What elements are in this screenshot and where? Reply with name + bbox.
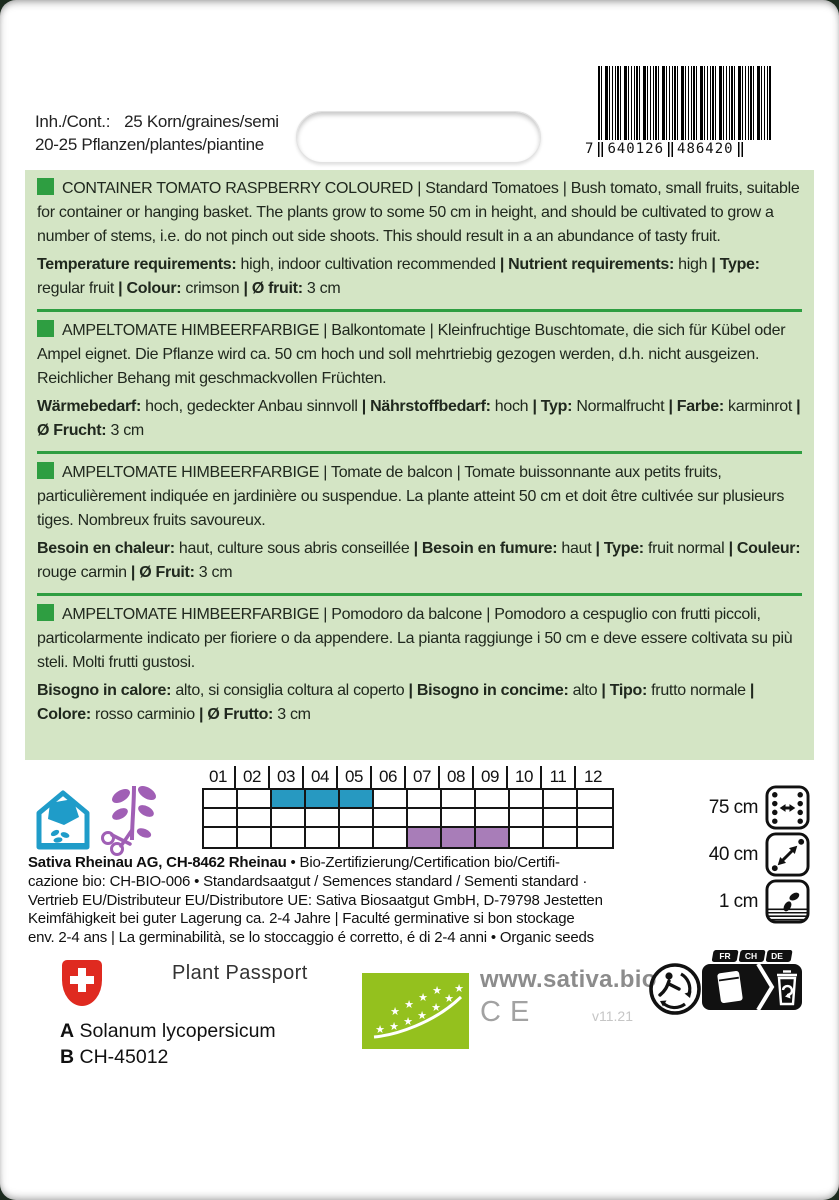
block-intro: AMPELTOMATE HIMBEERFARBIGE | Balkontomate | Kleinfruchtige Buschtomate, die sich für Kübel oder Ampel eignet. Die Pflanze wird ca. 50 cm hoch und soll mehrtriebig gezogen werden, d.h. nicht ausgeizen. Reichlicher Behang mit geschmackvollen Früchten. [37,322,786,387]
calendar-cell-harvest-m12 [578,828,612,847]
calendar-cell-sowing-under-glass-m07 [408,790,442,809]
contents-seeds: 25 Korn/graines/semi [124,112,279,131]
version-code: v11.21 [592,1008,633,1024]
calendar-month-12: 12 [584,767,602,786]
svg-text:★: ★ [432,984,442,997]
eu-leaf-stars-icon [362,973,469,1049]
sowing-calendar [202,766,614,849]
calendar-cell-harvest-m04 [306,828,340,847]
calendar-cell-harvest-m08 [442,828,476,847]
calendar-cell-empty-m11 [544,809,578,828]
calendar-cell-harvest-m05 [340,828,374,847]
company-line-4: Keimfähigkeit bei guter Lagerung ca. 2-4 Jahre | Faculté germinative si bon stockage [28,910,575,928]
calendar-cell-empty-m12 [578,809,612,828]
info-block-it [35,596,804,735]
calendar-cell-harvest-m10 [510,828,544,847]
svg-text:★: ★ [417,1009,427,1022]
plant-passport-title: Plant Passport [172,962,308,984]
row-spacing-label: 75 cm [708,796,758,818]
sowing-depth-label: 1 cm [718,890,758,912]
calendar-cell-sowing-under-glass-m12 [578,790,612,809]
ean-barcode [585,66,777,157]
company-line-2: cazione bio: CH-BIO-006 • Standardsaatgut / Semences standard / Sementi standard · [28,872,588,890]
company-line-1: Sativa Rheinau AG, CH-8462 Rheinau • Bio-Zertifizierung/Certification bio/Certifi- [28,854,560,871]
barcode-right-group: 486420 [677,141,734,157]
calendar-month-04: 04 [304,766,338,788]
passport-b-value: CH-45012 [79,1046,169,1068]
calendar-cell-sowing-under-glass-m06 [374,790,408,809]
calendar-cell-harvest-m09 [476,828,510,847]
svg-text:CH: CH [744,951,758,961]
block-specs: Temperature requirements: high, indoor cultivation recommended | Nutrient requirements: high | Type: regular fruit | Colour: crimson | Ø fruit: 3 cm [37,256,760,297]
calendar-cell-sowing-under-glass-m01 [204,790,238,809]
calendar-cell-sowing-under-glass-m09 [476,790,510,809]
calendar-month-03: 03 [270,766,304,788]
calendar-cell-empty-m03 [272,809,306,828]
calendar-month-02: 02 [236,766,270,788]
passport-a-value: Solanum lycopersicum [79,1020,276,1042]
calendar-cell-sowing-under-glass-m10 [510,790,544,809]
calendar-cell-harvest-m03 [272,828,306,847]
info-block-fr [35,454,804,593]
hang-slot-cutout [296,111,541,163]
green-square-bullet-icon [37,604,54,621]
swiss-shield-icon [62,960,102,1006]
calendar-month-09: 09 [474,766,508,788]
triman-recycle-icon [648,962,702,1016]
contents-line-plants: 20-25 Pflanzen/plantes/piantine [35,135,264,154]
ce-mark: CE [480,996,539,1028]
description-panel [25,170,814,760]
svg-text:★: ★ [431,1001,441,1014]
svg-text:DE: DE [771,951,783,961]
calendar-grid [202,788,614,849]
green-square-bullet-icon [37,178,54,195]
harvest-plant-scissors-icon [96,778,160,858]
svg-text:★: ★ [389,1020,399,1033]
seed-sachet-icon [717,971,743,1004]
calendar-month-07: 07 [406,766,440,788]
calendar-cell-empty-m04 [306,809,340,828]
barcode-digits [585,141,777,157]
greenhouse-sowing-icon [33,786,93,856]
sowing-depth-icon [765,879,810,924]
svg-text:★: ★ [404,998,414,1011]
calendar-month-11: 11 [542,766,576,788]
green-square-bullet-icon [37,462,54,479]
calendar-cell-harvest-m07 [408,828,442,847]
barcode-left-group: 640126 [607,141,665,157]
plant-spacing-label: 40 cm [708,843,758,865]
contents-line-seeds [35,110,279,133]
passport-line-a [60,1020,276,1043]
block-specs: Bisogno in calore: alto, si consiglia coltura al coperto | Bisogno in concime: alto | Tipo: frutto normale | Colore: rosso carminio | Ø Frutto: 3 cm [37,682,755,723]
sowing-depth-entry [680,879,810,924]
plant-spacing-icon [765,832,810,877]
calendar-cell-sowing-under-glass-m04 [306,790,340,809]
calendar-cell-empty-m08 [442,809,476,828]
calendar-cell-harvest-m02 [238,828,272,847]
svg-text:★: ★ [403,1015,413,1028]
calendar-cell-empty-m05 [340,809,374,828]
svg-text:★: ★ [390,1005,400,1018]
barcode-bars [598,66,772,140]
green-square-bullet-icon [37,320,54,337]
disposal-label [700,948,804,1016]
calendar-cell-sowing-under-glass-m05 [340,790,374,809]
calendar-cell-empty-m02 [238,809,272,828]
calendar-cell-sowing-under-glass-m02 [238,790,272,809]
company-line-3: Vertrieb EU/Distributeur EU/Distributore UE: Sativa Biosaatgut GmbH, D-79798 Jestetten [28,891,603,909]
plant-spacing-entry [680,832,810,877]
passport-line-b [60,1046,168,1069]
eu-organic-logo [362,973,469,1049]
row-spacing-entry [680,785,810,830]
calendar-cell-sowing-under-glass-m11 [544,790,578,809]
barcode-guard [668,142,673,157]
calendar-cell-harvest-m06 [374,828,408,847]
barcode-guard [738,142,743,157]
calendar-month-01: 01 [202,766,236,788]
calendar-month-header [202,766,614,788]
info-block-en [35,170,804,309]
calendar-cell-sowing-under-glass-m08 [442,790,476,809]
block-specs: Wärmebedarf: hoch, gedeckter Anbau sinnvoll | Nährstoffbedarf: hoch | Typ: Normalfrucht | Farbe: karminrot | Ø Frucht: 3 cm [37,398,801,439]
svg-text:FR: FR [719,951,731,961]
calendar-cell-empty-m09 [476,809,510,828]
barcode-guard [598,142,603,157]
barcode-lead-digit: 7 [585,141,595,157]
block-intro: AMPELTOMATE HIMBEERFARBIGE | Tomate de balcon | Tomate buissonnante aux petits fruits, particulièrement indiquée en jardinière ou suspendue. La plante atteint 50 cm et doit être cultivée sur plusieurs tiges. Nombreux fruits savoureux. [37,464,785,529]
company-info [28,854,653,948]
passport-b-label: B [60,1046,75,1068]
calendar-cell-empty-m01 [204,809,238,828]
calendar-month-10: 10 [508,766,542,788]
info-block-de [35,312,804,451]
contents-label: Inh./Cont.: [35,112,111,131]
row-spacing-icon [765,785,810,830]
calendar-cell-harvest-m01 [204,828,238,847]
calendar-month-06: 06 [372,766,406,788]
website-url: www.sativa.bio [480,966,657,993]
calendar-cell-empty-m07 [408,809,442,828]
passport-a-label: A [60,1020,75,1042]
calendar-cell-sowing-under-glass-m03 [272,790,306,809]
block-specs: Besoin en chaleur: haut, culture sous abris conseillée | Besoin en fumure: haut | Type: fruit normal | Couleur: rouge carmin | Ø Fruit: 3 cm [37,540,801,581]
block-intro: CONTAINER TOMATO RASPBERRY COLOURED | Standard Tomatoes | Bush tomato, small fruits, suitable for container or hanging basket. The plants grow to some 50 cm in height, and should be cultivated to grow a number of stems, i.e. do not pinch out side shoots. This should result in a an abundance of tasty fruit. [37,180,800,245]
block-intro: AMPELTOMATE HIMBEERFARBIGE | Pomodoro da balcone | Pomodoro a cespuglio con frutti piccoli, particolarmente indicato per fioriere o da appendere. La pianta raggiunge i 50 cm e deve essere coltivata su più steli. Molti frutti gustosi. [37,606,793,671]
svg-text:★: ★ [375,1023,385,1036]
contents-info [35,110,279,156]
svg-text:★: ★ [454,982,464,995]
svg-text:★: ★ [418,991,428,1004]
calendar-cell-harvest-m11 [544,828,578,847]
calendar-month-08: 08 [440,766,474,788]
calendar-cell-empty-m10 [510,809,544,828]
svg-text:★: ★ [444,992,454,1005]
calendar-cell-empty-m06 [374,809,408,828]
calendar-month-05: 05 [338,766,372,788]
company-line-5: env. 2-4 ans | La germinabilità, se lo stoccaggio é corretto, é di 2-4 anni • Organic seeds [28,929,594,947]
